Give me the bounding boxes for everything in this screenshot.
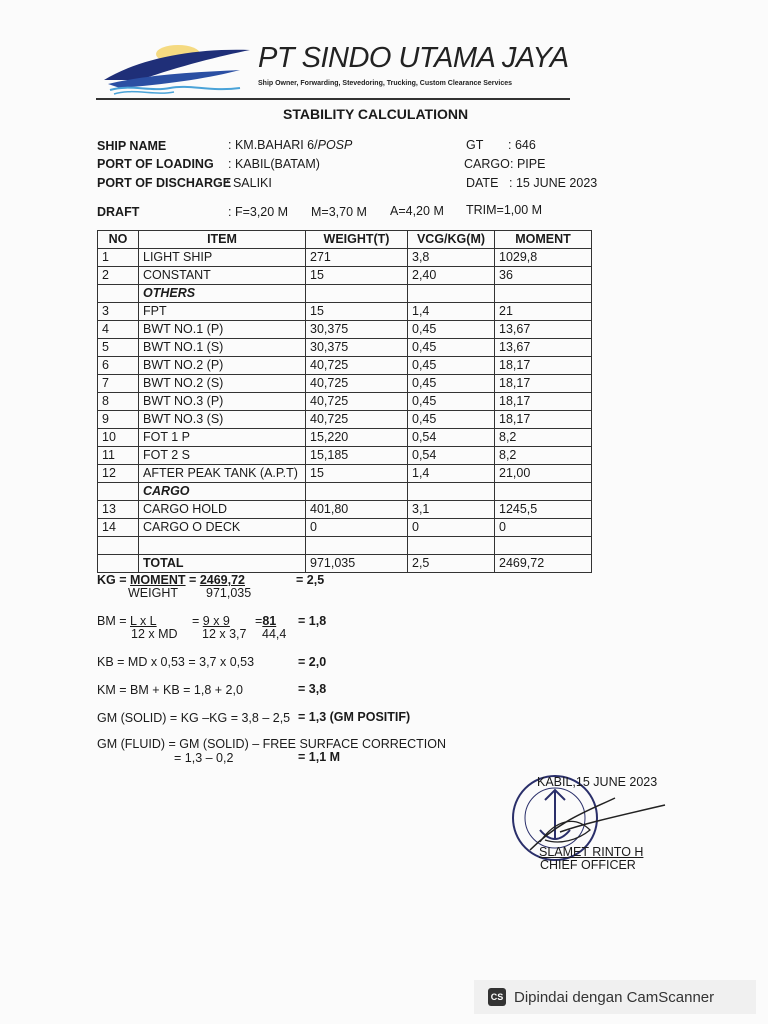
kg-numerator-value: 2469,72: [199, 573, 245, 587]
bm-step3: [255, 614, 276, 628]
cell-moment: [495, 285, 592, 303]
cell-no: 1: [98, 249, 139, 267]
cell-empty: [495, 537, 592, 555]
table-row: [98, 411, 592, 429]
kb-formula: KB = MD x 0,53 = 3,7 x 0,53: [97, 655, 255, 669]
signature-place-date: KABIL,15 JUNE 2023: [537, 775, 658, 789]
cell-weight: 15: [306, 465, 408, 483]
camscanner-text: Dipindai dengan CamScanner: [514, 988, 715, 1006]
kb-result: = 2,0: [298, 655, 327, 669]
port-loading-value: : KABIL(BATAM): [228, 157, 320, 171]
table-header-row: [98, 231, 592, 249]
bm-equals-2: =: [255, 614, 263, 628]
port-loading-label: PORT OF LOADING: [97, 157, 214, 171]
cell-vcg: [408, 285, 495, 303]
cell-moment: 21,00: [495, 465, 592, 483]
cell-vcg: 0: [408, 519, 495, 537]
ship-swoosh-icon: [100, 40, 255, 98]
cell-no: [98, 483, 139, 501]
cell-vcg: 0,45: [408, 411, 495, 429]
cell-moment: 8,2: [495, 447, 592, 465]
table-row: [98, 447, 592, 465]
cell-weight: 30,375: [306, 339, 408, 357]
cell-moment: 1245,5: [495, 501, 592, 519]
cell-no: 2: [98, 267, 139, 285]
table-row: [98, 519, 592, 537]
cell-item: CARGO HOLD: [139, 501, 306, 519]
port-discharge-label: PORT OF DISCHARGE: [97, 176, 232, 190]
bm-numerator: L x L: [130, 614, 157, 628]
kg-numerator-label: MOMENT: [130, 573, 186, 587]
cell-moment: 18,17: [495, 375, 592, 393]
ship-name-text: : KM.BAHARI 6/: [228, 138, 318, 152]
signer-position: CHIEF OFFICER: [540, 858, 636, 872]
cell-empty: [139, 537, 306, 555]
cell-section: OTHERS: [139, 285, 306, 303]
cell-no: 8: [98, 393, 139, 411]
cell-item: FOT 2 S: [139, 447, 306, 465]
gt-label: GT: [466, 138, 484, 152]
bm-equals: =: [192, 614, 203, 628]
company-name: PT SINDO UTAMA JAYA: [258, 42, 569, 74]
cell-weight: [306, 483, 408, 501]
bm-numerator-result: 81: [262, 614, 277, 628]
cell-moment: 18,17: [495, 411, 592, 429]
port-discharge-value: : SALIKI: [226, 176, 272, 190]
cell-item: BWT NO.2 (S): [139, 375, 306, 393]
cell-moment: 18,17: [495, 357, 592, 375]
cell-moment: 8,2: [495, 429, 592, 447]
cell-item: FOT 1 P: [139, 429, 306, 447]
cell-vcg: [408, 483, 495, 501]
cell-moment: 13,67: [495, 339, 592, 357]
cell-item: BWT NO.3 (P): [139, 393, 306, 411]
table-row: [98, 267, 592, 285]
table-row: [98, 375, 592, 393]
table-row: [98, 393, 592, 411]
kg-denominator-value: 971,035: [206, 586, 252, 600]
camscanner-icon: CS: [488, 988, 506, 1006]
bm-prefix: BM =: [97, 614, 130, 628]
gm-fluid-step: = 1,3 – 0,2: [174, 751, 234, 765]
cell-no: 3: [98, 303, 139, 321]
kg-formula: [97, 573, 245, 587]
cell-no: 10: [98, 429, 139, 447]
cell-weight: 15,185: [306, 447, 408, 465]
bm-result: = 1,8: [298, 614, 327, 628]
table-row: [98, 321, 592, 339]
kg-prefix: KG =: [97, 573, 130, 587]
cell-vcg: 0,45: [408, 393, 495, 411]
draft-aft: A=4,20 M: [390, 204, 444, 218]
col-header-moment: MOMENT: [495, 231, 592, 249]
cell-no: 13: [98, 501, 139, 519]
cell-weight: 271: [306, 249, 408, 267]
bm-formula: [97, 614, 157, 628]
cell-moment: 1029,8: [495, 249, 592, 267]
cell-vcg: 0,54: [408, 429, 495, 447]
col-header-vcg: VCG/KG(M): [408, 231, 495, 249]
gt-value: : 646: [508, 138, 536, 152]
cell-weight: 401,80: [306, 501, 408, 519]
cell-weight: [306, 285, 408, 303]
cell-item: BWT NO.1 (P): [139, 321, 306, 339]
kg-denominator-label: WEIGHT: [128, 586, 178, 600]
table-section-row: [98, 285, 592, 303]
cell-item: LIGHT SHIP: [139, 249, 306, 267]
bm-step2: [192, 614, 230, 628]
table-blank-row: [98, 537, 592, 555]
bm-denominator-3: 44,4: [262, 627, 287, 641]
cell-vcg: 1,4: [408, 303, 495, 321]
cell-item: FPT: [139, 303, 306, 321]
cargo-label: CARGO: [464, 157, 510, 171]
cell-total-label: TOTAL: [139, 555, 306, 573]
cell-no: 6: [98, 357, 139, 375]
gm-fluid-result: = 1,1 M: [298, 750, 341, 764]
cell-no: 5: [98, 339, 139, 357]
cell-moment: 18,17: [495, 393, 592, 411]
cell-vcg: 2,40: [408, 267, 495, 285]
col-header-weight: WEIGHT(T): [306, 231, 408, 249]
cell-weight: 15: [306, 267, 408, 285]
table-row: [98, 501, 592, 519]
cargo-value: : PIPE: [510, 157, 546, 171]
cell-moment: 36: [495, 267, 592, 285]
col-header-no: NO: [98, 231, 139, 249]
draft-mid: M=3,70 M: [311, 205, 367, 219]
cell-vcg: 1,4: [408, 465, 495, 483]
cell-item: BWT NO.3 (S): [139, 411, 306, 429]
cell-weight: 15,220: [306, 429, 408, 447]
cell-weight: 40,725: [306, 375, 408, 393]
cell-item: CONSTANT: [139, 267, 306, 285]
cell-no: 9: [98, 411, 139, 429]
cell-empty: [408, 537, 495, 555]
cell-empty: [306, 537, 408, 555]
ship-name-value: [228, 138, 352, 152]
cell-vcg: 3,8: [408, 249, 495, 267]
cell-weight: 30,375: [306, 321, 408, 339]
signer-name: SLAMET RINTO H: [539, 845, 644, 859]
cell-vcg: 0,45: [408, 339, 495, 357]
cell-weight: 0: [306, 519, 408, 537]
cell-moment: 2469,72: [495, 555, 592, 573]
table-body: [98, 249, 592, 573]
table-section-row: [98, 483, 592, 501]
cell-moment: 13,67: [495, 321, 592, 339]
cell-weight: 15: [306, 303, 408, 321]
cell-no: 7: [98, 375, 139, 393]
cell-weight: 40,725: [306, 393, 408, 411]
camscanner-watermark: [474, 980, 756, 1014]
cell-vcg: 0,45: [408, 357, 495, 375]
km-formula: KM = BM + KB = 1,8 + 2,0: [97, 683, 243, 697]
gm-solid-result: = 1,3 (GM POSITIF): [298, 710, 411, 724]
table-row: [98, 357, 592, 375]
ship-name-label: SHIP NAME: [97, 139, 167, 153]
bm-denominator-1: 12 x MD: [131, 627, 178, 641]
cell-no: 14: [98, 519, 139, 537]
stability-table: [97, 230, 592, 573]
trim-value: TRIM=1,00 M: [466, 203, 543, 217]
cell-weight: 971,035: [306, 555, 408, 573]
cell-no: [98, 555, 139, 573]
kg-result: = 2,5: [296, 573, 325, 587]
cell-no: 11: [98, 447, 139, 465]
cell-vcg: 0,45: [408, 375, 495, 393]
bm-numerator-values: 9 x 9: [202, 614, 230, 628]
date-value: : 15 JUNE 2023: [509, 176, 598, 190]
cell-vcg: 0,45: [408, 321, 495, 339]
cell-moment: 0: [495, 519, 592, 537]
table-total-row: [98, 555, 592, 573]
draft-forward: : F=3,20 M: [228, 205, 289, 219]
draft-label: DRAFT: [97, 205, 140, 219]
cell-moment: [495, 483, 592, 501]
company-tagline: Ship Owner, Forwarding, Stevedoring, Trucking, Custom Clearance Services: [258, 80, 513, 87]
col-header-item: ITEM: [139, 231, 306, 249]
cell-empty: [98, 537, 139, 555]
ship-name-suffix: POSP: [317, 138, 353, 152]
cell-moment: 21: [495, 303, 592, 321]
document-title: STABILITY CALCULATIONN: [283, 106, 469, 122]
cell-item: BWT NO.1 (S): [139, 339, 306, 357]
date-label: DATE: [466, 176, 499, 190]
cell-no: 4: [98, 321, 139, 339]
cell-item: CARGO O DECK: [139, 519, 306, 537]
km-result: = 3,8: [298, 682, 327, 696]
cell-no: [98, 285, 139, 303]
cell-item: AFTER PEAK TANK (A.P.T): [139, 465, 306, 483]
cell-weight: 40,725: [306, 411, 408, 429]
table-row: [98, 249, 592, 267]
table-row: [98, 339, 592, 357]
cell-weight: 40,725: [306, 357, 408, 375]
kg-equals: =: [185, 573, 200, 587]
cell-vcg: 2,5: [408, 555, 495, 573]
table-row: [98, 465, 592, 483]
gm-solid-formula: GM (SOLID) = KG –KG = 3,8 – 2,5: [97, 711, 291, 725]
table-row: [98, 429, 592, 447]
cell-section: CARGO: [139, 483, 306, 501]
bm-denominator-2: 12 x 3,7: [202, 627, 247, 641]
cell-no: 12: [98, 465, 139, 483]
cell-vcg: 3,1: [408, 501, 495, 519]
table-row: [98, 303, 592, 321]
header-divider: [96, 98, 570, 100]
cell-vcg: 0,54: [408, 447, 495, 465]
gm-fluid-formula: GM (FLUID) = GM (SOLID) – FREE SURFACE CORRECTION: [97, 737, 446, 751]
cell-item: BWT NO.2 (P): [139, 357, 306, 375]
